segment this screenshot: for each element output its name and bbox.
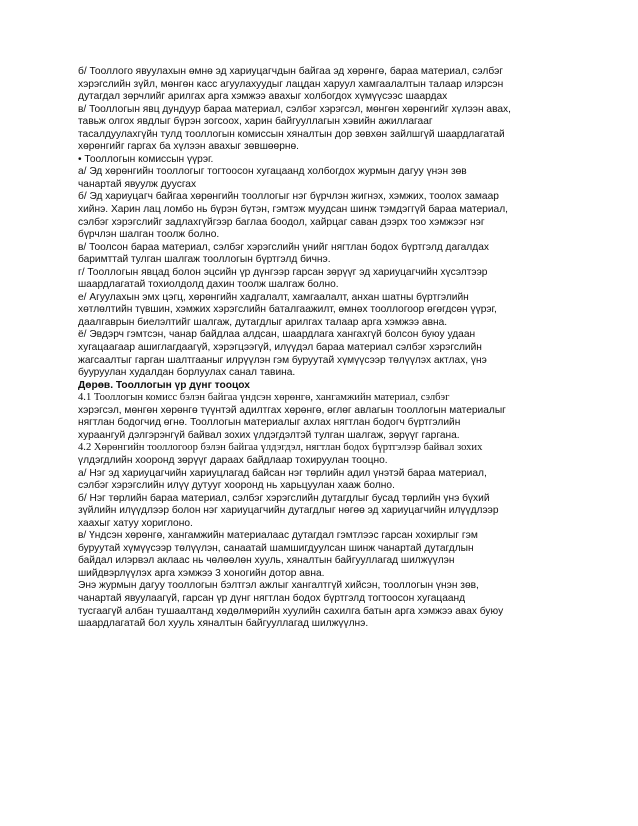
paragraph-line: хураангуй дэлгэрэнгүй байвал зохих үлдэгдэлтэй тулган шалгаж, зөрүүг гаргана. <box>78 429 460 441</box>
paragraph-line: хугацаагаар ашиглагдаагүй, хэрэгцээгүй, илүүдэл бараа материал сэлбэг хэрэгслийн <box>78 342 482 354</box>
paragraph-line: байдал илэрвэл аклаас нь чөлөөлөн хууль, хяналтын байгууллагад шилжүүлэн <box>78 555 455 567</box>
paragraph-line: чанартай явуулаагүй, гарсан үр дүнг нягтлан бодох бүртгэлд тогтоосон хугацаанд <box>78 592 466 604</box>
paragraph-line: бууруулан худалдан борлуулах санал тавина. <box>78 367 296 379</box>
paragraph-line: хийнэ. Харин лац ломбо нь бүрэн бүтэн, гэмтэж муудсан шинж тэмдэггүй бараа материал, <box>78 204 508 216</box>
paragraph-line: г/ Тооллогын явцад болон эцсийн үр дүнгээр гарсан зөрүүг эд хариуцагчийн хүсэлтээр <box>78 266 488 278</box>
paragraph-line: хөрөнгийг гаргах ба хүлээн авахыг зөвшөөрнө. <box>78 141 299 153</box>
paragraph-line: шийдвэрлүүлэх арга хэмжээ 3 хоногийн дотор авна. <box>78 567 325 579</box>
paragraph-line: хэрэгслийн зүйл, мөнгөн касс агуулахуудыг лацдан харуул хамгаалалтын талаар илэрсэн <box>78 78 504 90</box>
paragraph-line: б/ Нэг төрлийн бараа материал, сэлбэг хэрэгслийн дутагдлыг бусад төрлийн үнэ бүхий <box>78 492 490 504</box>
paragraph-line: тусгаагүй албан тушаалтанд хөдөлмөрийн хуулийн сахилга батын арга хэмжээ авах буюу <box>78 605 504 617</box>
paragraph-line: сэлбэг хэрэгслийн илүү дутууг хооронд нь харьцуулан хааж болно. <box>78 480 395 492</box>
paragraph-line: жагсаалтыг гарган шалтгааныг илрүүлэн гэм буруутай хүмүүсээр төлүүлэх актлах, үнэ <box>78 354 487 366</box>
paragraph-line: б/ Тооллого явуулахын өмнө эд хариуцагчдын байгаа эд хөрөнгө, бараа материал, сэлбэг <box>78 66 503 77</box>
paragraph-line: тасалдуулахгүйн тулд тооллогын комиссын хяналтын дор зөвхөн зайлшгүй шаардлагатай <box>78 128 505 140</box>
paragraph-line: баримттай тулган шалгаж тооллогын бүртгэлд бичнэ. <box>78 254 331 266</box>
paragraph-line: үлдэгдлийн хооронд зөрүүг дараах байдлаар тохируулан тооцно. <box>78 454 388 466</box>
paragraph-line: б/ Эд хариуцагч байгаа хөрөнгийн тооллогыг нэг бүрчлэн жигнэх, хэмжих, тоолох замаар <box>78 191 499 203</box>
paragraph-line: ё/ Эвдэрч гэмтсэн, чанар байдлаа алдсан, шаардлага хангахгүй болсон буюу удаан <box>78 329 476 341</box>
bullet-line: • Тооллогын комиссын үүрэг. <box>78 153 214 165</box>
paragraph-line: сэлбэг хэрэгслийг задлахгүйгээр баглаа боодол, хайрцаг саван дээрх тоо хэмжээг нэг <box>78 216 485 228</box>
paragraph-line: а/ Эд хөрөнгийн тооллогыг тогтоосон хугацаанд холбогдох журмын дагуу үнэн зөв <box>78 166 467 178</box>
paragraph-line: шаардлагатай тохиолдолд дахин тоолж шалгаж болно. <box>78 279 339 291</box>
paragraph-line: бүрчлэн шалган тоолж болно. <box>78 229 220 241</box>
paragraph-line: зүйлийн илүүдлээр болон нэг хариуцагчийн дутагдлыг нөгөө эд хариуцагчийн илүүдлээр <box>78 505 499 517</box>
paragraph-line: хөтлөлтийн түвшин, хэмжих хэрэгслийн баталгаажилт, өмнөх тооллогоор өгөгдсөн үүрэг, <box>78 304 497 316</box>
paragraph-line: даалгаврын биелэлтийг шалгаж, дутагдлыг арилгах талаар арга хэмжээ авна. <box>78 316 448 328</box>
paragraph-line: буруутай хүмүүсээр төлүүлэн, санаатай шамшигдуулсан шинж чанартай дутагдлын <box>78 542 474 554</box>
paragraph-line: в/ Тооллогын явц дундуур бараа материал, сэлбэг хэрэгсэл, мөнгөн хөрөнгийг хүлээн авах, <box>78 103 511 115</box>
paragraph-line: 4.2 Хөрөнгийн тооллогоор бэлэн байгаа үлдэгдэл, нягтлан бодох бүртгэлээр байвал зохих <box>78 442 483 454</box>
paragraph-line: е/ Агуулахын эмх цэгц, хөрөнгийн хадгалалт, хамгаалалт, анхан шатны бүртгэлийн <box>78 291 469 303</box>
paragraph-line: Энэ журмын дагуу тооллогын бэлтгэл ажлыг хангалтгүй хийсэн, тооллогын үнэн зөв, <box>78 580 479 592</box>
paragraph-line: в/ Үндсэн хөрөнгө, хангамжийн материалаас дутагдал гэмтлээс гарсан хохирлыг гэм <box>78 530 478 542</box>
paragraph-line: чанартай явуулж дуусгах <box>78 178 197 190</box>
paragraph-line: а/ Нэг эд хариуцагчийн хариуцлагад байсан нэг төрлийн адил үнэтэй бараа материал, <box>78 467 487 479</box>
paragraph-line: хаахыг хатуу хориглоно. <box>78 517 193 529</box>
paragraph-line: в/ Тоолсон бараа материал, сэлбэг хэрэгслийн үнийг нягтлан бодох бүртгэлд дагалдах <box>78 241 489 253</box>
paragraph-line: 4.1 Тооллогын комисс бэлэн байгаа үндсэн хөрөнгө, хангамжийн материал, сэлбэг <box>78 392 450 404</box>
paragraph-line: шаардлагатай бол хууль хяналтын байгууллагад шилжүүлнэ. <box>78 618 369 630</box>
paragraph-line: хэрэгсэл, мөнгөн хөрөнгө түүнтэй адилтгах хөрөнгө, өглөг авлагын тооллогын материалыг <box>78 404 506 416</box>
paragraph-line: тавьж олгох явдлыг бүрэн зогсоох, харин байгууллагын хэвийн ажиллагааг <box>78 116 433 128</box>
paragraph-line: нягтлан бодогчид өгнө. Тооллогын материалыг ахлах нягтлан бодогч бүртгэлийн <box>78 417 461 429</box>
paragraph-line: дутагдал зөрчлийг арилгах арга хэмжээ авахыг холбогдох хүмүүсээс шаардах <box>78 91 448 103</box>
section-heading: Дөрөв. Тооллогын үр дүнг тооцох <box>78 379 250 391</box>
